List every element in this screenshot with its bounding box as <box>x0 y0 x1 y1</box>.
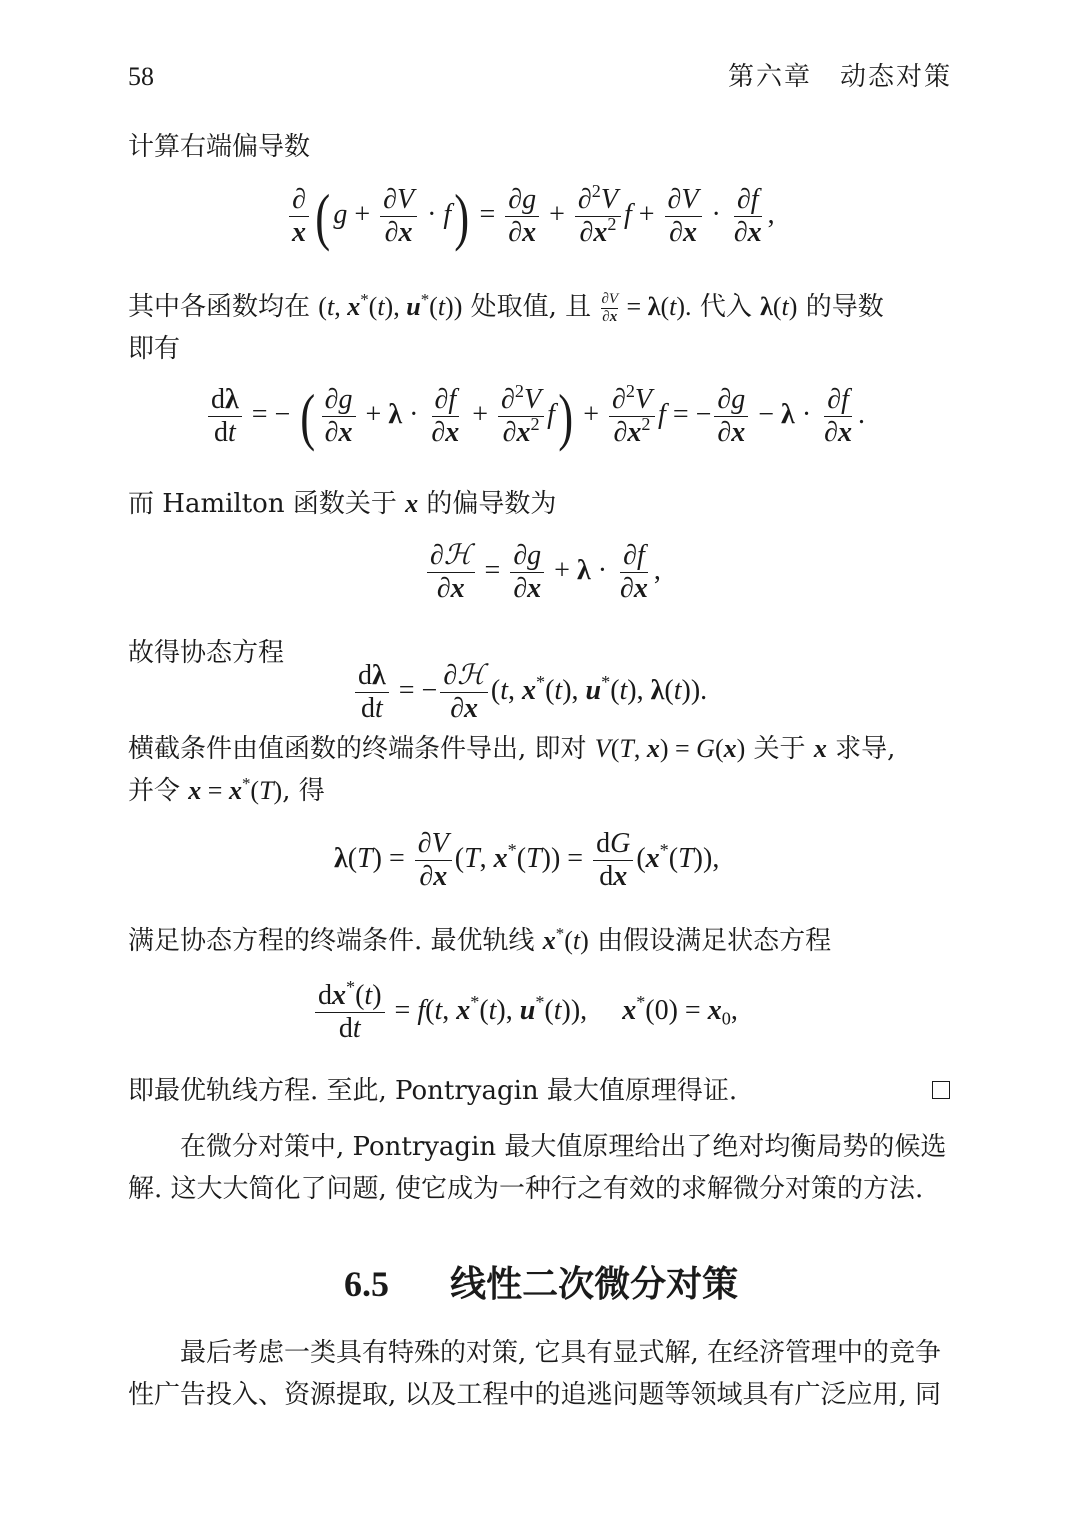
text-transversal-c: 求导, <box>835 734 896 764</box>
section-heading <box>344 1256 738 1307</box>
paragraph-costate: 故得协态方程 <box>128 638 285 668</box>
section-number: 6.5 <box>344 1264 389 1304</box>
paragraph-transversality: 横截条件由值函数的终端条件导出, 即对 V(T, x) = G(x) 关于 x 求导, <box>128 734 896 764</box>
text-hamilton-a: 而 Hamilton 函数关于 <box>128 489 397 519</box>
page-number: 58 <box>128 62 154 91</box>
paragraph-satisfy: 满足协态方程的终端条件. 最优轨线 x*(t) 由假设满足状态方程 <box>128 923 832 956</box>
qed-icon <box>932 1081 950 1103</box>
text-where-d: 的导数 <box>805 292 884 322</box>
running-header: 第六章 动态对策 <box>727 62 952 92</box>
equation-costate-derivation: $\frac{d\lambda}{dt}$ = − ( $\frac{\partial g}{\partial x}$ + λ · $\frac{\partial f}{\partial x}$ + $\frac{\partial^2V}{\partial x^2}$ f) + $\frac{\partial^2V}{\partial x^2}$ f = − $\frac{\partial g}{\partial x}$ − λ · $\frac{\partial f}{\partial x}$ . <box>205 384 865 449</box>
paragraph-compute: 计算右端偏导数 <box>128 132 311 162</box>
paragraph-hamilton: 而 Hamilton 函数关于 x 的偏导数为 <box>128 489 557 519</box>
paragraph-differential-game-line1: 在微分对策中, Pontryagin 最大值原理给出了绝对均衡局势的候选 <box>180 1132 947 1162</box>
text-transversal-d: 并令 <box>128 776 181 806</box>
equation-state: $\frac{dx^*(t)}{dt}$ = f(t, x*(t), u*(t)), $x^*(0) = x_0$, <box>312 980 738 1045</box>
section-title: 线性二次微分对策 <box>450 1263 739 1305</box>
equation-costate: $\frac{d\lambda}{dt}$ = − $\frac{\text{∂ℋ}}{\partial x}$ (t, x*(t), u*(t), λ(t)). <box>352 660 707 725</box>
paragraph-where: 其中各函数均在 (t, x*(t), u*(t)) 处取值, 且 $\frac{\partial V}{\partial x}$ = λ(t). 代入 λ(t) 的导数 <box>128 289 884 325</box>
text-where-e: 即有 <box>128 334 181 364</box>
text-satisfy-b: 由假设满足状态方程 <box>597 926 832 956</box>
text-transversal-a: 横截条件由值函数的终端条件导出, 即对 <box>128 734 587 764</box>
equation-terminal-condition: λ(T) = $\frac{\partial V}{\partial x}$ (T, x*(T)) = $\frac{dG}{dx}$ (x*(T)), <box>334 828 720 893</box>
text-hamilton-b: 的偏导数为 <box>426 489 557 519</box>
text-transversal-e: , 得 <box>282 776 325 806</box>
text-satisfy-a: 满足协态方程的终端条件. 最优轨线 <box>128 926 535 956</box>
text-where-c: 代入 <box>699 292 752 322</box>
paragraph-differential-game-line2: 解. 这大大简化了问题, 使它成为一种行之有效的求解微分对策的方法. <box>128 1174 924 1204</box>
paragraph-last-line2: 性广告投入、资源提取, 以及工程中的追逃问题等领域具有广泛应用, 同 <box>128 1380 942 1410</box>
paragraph-proved: 即最优轨线方程. 至此, Pontryagin 最大值原理得证. <box>128 1076 738 1106</box>
paragraph-last-line1: 最后考虑一类具有特殊的对策, 它具有显式解, 在经济管理中的竞争 <box>180 1338 942 1368</box>
equation-partial-derivative: $\frac{\partial}{x}$ ( g + $\frac{\partial V}{\partial x}$ · f) = $\frac{\partial g}{\partial x}$ + $\frac{\partial^2V}{\partial x^2}$ f + $\frac{\partial V}{\partial x}$ · $\frac{\partial f}{\partial x}$ , <box>286 184 775 249</box>
text-where-a: 其中各函数均在 <box>128 292 311 322</box>
text-transversal-b: 关于 <box>753 734 806 764</box>
text-where-b: 处取值, 且 <box>470 292 592 322</box>
paragraph-transversality-line2: 并令 x = x*(T), 得 <box>128 773 325 806</box>
equation-hamiltonian-derivative: $\frac{\text{∂ℋ}}{\partial x}$ = $\frac{\partial g}{\partial x}$ + λ · $\frac{\partial f}{\partial x}$ , <box>424 540 661 605</box>
